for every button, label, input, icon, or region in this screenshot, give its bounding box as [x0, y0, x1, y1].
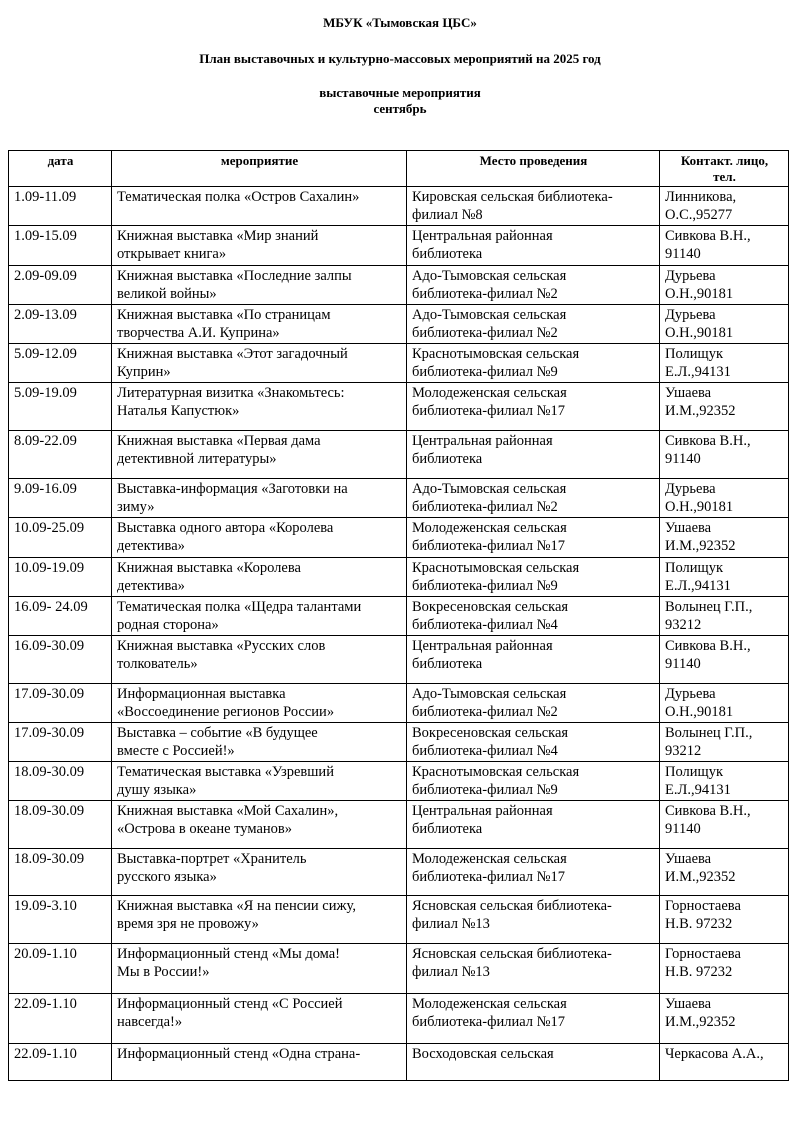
- cell-event: [112, 801, 407, 849]
- cell-event: [112, 558, 407, 597]
- cell-place: [407, 1044, 660, 1081]
- cell-place: [407, 849, 660, 896]
- cell-event-text: Литературная визитка «Знакомьтесь: Наталья Капустюк»: [117, 385, 345, 419]
- column-header-date: дата: [9, 151, 112, 187]
- cell-contact: [660, 518, 789, 558]
- cell-event-text: Выставка – событие «В будущее вместе с Россией!»: [117, 725, 318, 759]
- cell-event-text: Выставка одного автора «Королева детектива»: [117, 520, 334, 554]
- cell-contact-text: Полищук Е.Л.,94131: [665, 560, 731, 594]
- cell-place: [407, 479, 660, 518]
- table-row: [9, 597, 789, 636]
- cell-date: [9, 723, 112, 762]
- cell-contact: [660, 762, 789, 801]
- month-heading: сентябрь: [373, 101, 427, 116]
- cell-place: [407, 226, 660, 266]
- cell-event-text: Книжная выставка «Мой Сахалин», «Острова в океане туманов»: [117, 803, 339, 837]
- cell-contact: [660, 636, 789, 684]
- cell-contact-text: Волынец Г.П., 93212: [665, 599, 753, 633]
- cell-contact-text: Дурьева О.Н.,90181: [665, 268, 734, 302]
- cell-date: [9, 597, 112, 636]
- cell-date: [9, 558, 112, 597]
- cell-date-text: 17.09-30.09: [14, 725, 85, 741]
- cell-place-text: Молодеженская сельская библиотека-филиал №17: [412, 996, 567, 1030]
- cell-date-text: 19.09-3.10: [14, 898, 77, 914]
- cell-date-text: 16.09-30.09: [14, 638, 85, 654]
- cell-place-text: Ясновская сельская библиотека- филиал №13: [412, 946, 612, 980]
- cell-contact-text: Полищук Е.Л.,94131: [665, 346, 731, 380]
- cell-place-text: Центральная районная библиотека: [412, 638, 553, 672]
- cell-date-text: 1.09-11.09: [14, 189, 77, 205]
- cell-contact: [660, 684, 789, 723]
- cell-place-text: Адо-Тымовская сельская библиотека-филиал №2: [412, 481, 567, 515]
- cell-event-text: Книжная выставка «Этот загадочный Куприн»: [117, 346, 348, 380]
- cell-event: [112, 383, 407, 431]
- cell-place: [407, 558, 660, 597]
- cell-event: [112, 636, 407, 684]
- cell-date: [9, 684, 112, 723]
- cell-date: [9, 944, 112, 994]
- cell-contact-text: Сивкова В.Н., 91140: [665, 228, 751, 262]
- cell-contact-text: Горностаева Н.В. 97232: [665, 946, 741, 980]
- cell-place-text: Адо-Тымовская сельская библиотека-филиал №2: [412, 307, 567, 341]
- table-row: [9, 636, 789, 684]
- cell-date: [9, 994, 112, 1044]
- table-row: [9, 383, 789, 431]
- cell-date-text: 17.09-30.09: [14, 686, 85, 702]
- table-row: [9, 558, 789, 597]
- cell-event-text: Тематическая полка «Остров Сахалин»: [117, 189, 360, 205]
- cell-event-text: Информационный стенд «Одна страна-: [117, 1046, 361, 1062]
- cell-contact: [660, 344, 789, 383]
- events-table: [8, 150, 789, 1081]
- cell-place-text: Молодеженская сельская библиотека-филиал №17: [412, 851, 567, 885]
- cell-date: [9, 896, 112, 944]
- cell-place: [407, 344, 660, 383]
- table-row: [9, 305, 789, 344]
- cell-event: [112, 896, 407, 944]
- cell-event-text: Тематическая полка «Щедра талантами родная сторона»: [117, 599, 362, 633]
- cell-event-text: Книжная выставка «Русских слов толкователь»: [117, 638, 326, 672]
- cell-date: [9, 801, 112, 849]
- table-row: [9, 994, 789, 1044]
- cell-contact-text: Сивкова В.Н., 91140: [665, 433, 751, 467]
- cell-contact-text: Дурьева О.Н.,90181: [665, 307, 734, 341]
- cell-date-text: 1.09-15.09: [14, 228, 77, 244]
- cell-event-text: Выставка-информация «Заготовки на зиму»: [117, 481, 348, 515]
- cell-date: [9, 266, 112, 305]
- cell-contact: [660, 1044, 789, 1081]
- table-row: [9, 226, 789, 266]
- cell-date-text: 18.09-30.09: [14, 851, 85, 867]
- cell-date: [9, 431, 112, 479]
- table-row: [9, 684, 789, 723]
- cell-contact: [660, 266, 789, 305]
- cell-date: [9, 344, 112, 383]
- cell-place-text: Краснотымовская сельская библиотека-филиал №9: [412, 764, 580, 798]
- cell-contact: [660, 226, 789, 266]
- cell-date: [9, 1044, 112, 1081]
- cell-date-text: 22.09-1.10: [14, 1046, 77, 1062]
- cell-date: [9, 383, 112, 431]
- cell-contact-text: Дурьева О.Н.,90181: [665, 686, 734, 720]
- cell-date: [9, 305, 112, 344]
- cell-contact: [660, 431, 789, 479]
- cell-place-text: Центральная районная библиотека: [412, 228, 553, 262]
- cell-place: [407, 305, 660, 344]
- table-row: [9, 801, 789, 849]
- cell-date-text: 10.09-25.09: [14, 520, 85, 536]
- cell-contact-text: Дурьева О.Н.,90181: [665, 481, 734, 515]
- cell-event: [112, 684, 407, 723]
- cell-place: [407, 994, 660, 1044]
- cell-contact-text: Волынец Г.П., 93212: [665, 725, 753, 759]
- cell-place: [407, 896, 660, 944]
- cell-contact-text: Ушаева И.М.,92352: [665, 520, 736, 554]
- cell-contact: [660, 801, 789, 849]
- cell-date-text: 18.09-30.09: [14, 764, 85, 780]
- cell-date-text: 16.09- 24.09: [14, 599, 88, 615]
- cell-place-text: Адо-Тымовская сельская библиотека-филиал №2: [412, 686, 567, 720]
- cell-date-text: 5.09-12.09: [14, 346, 77, 362]
- cell-place-text: Молодеженская сельская библиотека-филиал №17: [412, 385, 567, 419]
- cell-contact: [660, 849, 789, 896]
- table-row: [9, 187, 789, 226]
- cell-date: [9, 636, 112, 684]
- cell-contact: [660, 479, 789, 518]
- cell-contact: [660, 723, 789, 762]
- cell-contact-text: Ушаева И.М.,92352: [665, 385, 736, 419]
- cell-place: [407, 723, 660, 762]
- cell-event: [112, 597, 407, 636]
- cell-event: [112, 266, 407, 305]
- table-row: [9, 944, 789, 994]
- cell-event-text: Тематическая выставка «Узревший душу языка»: [117, 764, 334, 798]
- cell-event-text: Книжная выставка «Последние залпы великой войны»: [117, 268, 352, 302]
- cell-place-text: Ясновская сельская библиотека- филиал №13: [412, 898, 612, 932]
- cell-contact: [660, 305, 789, 344]
- cell-contact-text: Ушаева И.М.,92352: [665, 996, 736, 1030]
- cell-contact: [660, 896, 789, 944]
- cell-event: [112, 187, 407, 226]
- cell-date: [9, 479, 112, 518]
- cell-place-text: Молодеженская сельская библиотека-филиал №17: [412, 520, 567, 554]
- cell-place: [407, 383, 660, 431]
- cell-date: [9, 762, 112, 801]
- events-kind-heading: выставочные мероприятия: [319, 85, 481, 100]
- table-row: [9, 723, 789, 762]
- cell-contact: [660, 383, 789, 431]
- cell-event-text: Информационный стенд «С Россией навсегда!»: [117, 996, 343, 1030]
- cell-place: [407, 431, 660, 479]
- cell-event: [112, 1044, 407, 1081]
- cell-place: [407, 944, 660, 994]
- cell-contact-text: Сивкова В.Н., 91140: [665, 638, 751, 672]
- cell-event-text: Информационная выставка «Воссоединение регионов России»: [117, 686, 335, 720]
- cell-date-text: 20.09-1.10: [14, 946, 77, 962]
- cell-contact: [660, 944, 789, 994]
- table-row: [9, 896, 789, 944]
- cell-event-text: Выставка-портрет «Хранитель русского языка»: [117, 851, 307, 885]
- column-header-place: Место проведения: [407, 151, 660, 187]
- cell-place: [407, 597, 660, 636]
- cell-place: [407, 187, 660, 226]
- cell-place-text: Центральная районная библиотека: [412, 803, 553, 837]
- cell-contact-text: Ушаева И.М.,92352: [665, 851, 736, 885]
- cell-event-text: Книжная выставка «Мир знаний открывает книга»: [117, 228, 319, 262]
- column-header-event: мероприятие: [112, 151, 407, 187]
- cell-event: [112, 994, 407, 1044]
- cell-date-text: 22.09-1.10: [14, 996, 77, 1012]
- cell-contact-text: Горностаева Н.В. 97232: [665, 898, 741, 932]
- cell-event: [112, 944, 407, 994]
- cell-date-text: 9.09-16.09: [14, 481, 77, 497]
- table-row: [9, 431, 789, 479]
- cell-date: [9, 518, 112, 558]
- table-row: [9, 1044, 789, 1081]
- cell-date: [9, 187, 112, 226]
- cell-contact: [660, 994, 789, 1044]
- cell-place-text: Краснотымовская сельская библиотека-филиал №9: [412, 346, 580, 380]
- cell-place: [407, 762, 660, 801]
- cell-event: [112, 431, 407, 479]
- plan-title: План выставочных и культурно-массовых мероприятий на 2025 год: [199, 51, 601, 66]
- cell-place: [407, 684, 660, 723]
- table-row: [9, 479, 789, 518]
- cell-event-text: Книжная выставка «Я на пенсии сижу, время зря не провожу»: [117, 898, 356, 932]
- table-header-row: [9, 151, 789, 187]
- cell-event: [112, 344, 407, 383]
- cell-event-text: Книжная выставка «Королева детектива»: [117, 560, 301, 594]
- cell-place-text: Адо-Тымовская сельская библиотека-филиал №2: [412, 268, 567, 302]
- table-row: [9, 849, 789, 896]
- cell-place-text: Центральная районная библиотека: [412, 433, 553, 467]
- cell-place: [407, 518, 660, 558]
- cell-contact: [660, 597, 789, 636]
- cell-place: [407, 266, 660, 305]
- cell-place-text: Краснотымовская сельская библиотека-филиал №9: [412, 560, 580, 594]
- table-row: [9, 266, 789, 305]
- cell-event: [112, 518, 407, 558]
- cell-date-text: 2.09-13.09: [14, 307, 77, 323]
- table-row: [9, 762, 789, 801]
- table-row: [9, 344, 789, 383]
- table-row: [9, 518, 789, 558]
- column-header-contact: Контакт. лицо, тел.: [660, 151, 789, 187]
- cell-contact: [660, 558, 789, 597]
- cell-date-text: 8.09-22.09: [14, 433, 77, 449]
- cell-date-text: 18.09-30.09: [14, 803, 85, 819]
- cell-event-text: Книжная выставка «Первая дама детективной литературы»: [117, 433, 321, 467]
- cell-date: [9, 849, 112, 896]
- cell-place-text: Вокресеновская сельская библиотека-филиал №4: [412, 725, 569, 759]
- cell-date: [9, 226, 112, 266]
- cell-place-text: Вокресеновская сельская библиотека-филиал №4: [412, 599, 569, 633]
- cell-date-text: 10.09-19.09: [14, 560, 85, 576]
- cell-event: [112, 849, 407, 896]
- cell-date-text: 5.09-19.09: [14, 385, 77, 401]
- cell-event: [112, 226, 407, 266]
- cell-place-text: Восходовская сельская: [412, 1046, 554, 1062]
- cell-contact-text: Линникова, О.С.,95277: [665, 189, 737, 223]
- cell-contact-text: Полищук Е.Л.,94131: [665, 764, 731, 798]
- cell-event: [112, 479, 407, 518]
- cell-contact-text: Сивкова В.Н., 91140: [665, 803, 751, 837]
- cell-event: [112, 305, 407, 344]
- cell-event-text: Информационный стенд «Мы дома! Мы в России!»: [117, 946, 341, 980]
- cell-contact-text: Черкасова А.А.,: [665, 1046, 764, 1062]
- cell-place: [407, 801, 660, 849]
- cell-event: [112, 762, 407, 801]
- cell-place: [407, 636, 660, 684]
- cell-contact: [660, 187, 789, 226]
- cell-event-text: Книжная выставка «По страницам творчества А.И. Куприна»: [117, 307, 331, 341]
- cell-date-text: 2.09-09.09: [14, 268, 77, 284]
- cell-place-text: Кировская сельская библиотека- филиал №8: [412, 189, 613, 223]
- cell-event: [112, 723, 407, 762]
- organization-title: МБУК «Тымовская ЦБС»: [323, 15, 477, 30]
